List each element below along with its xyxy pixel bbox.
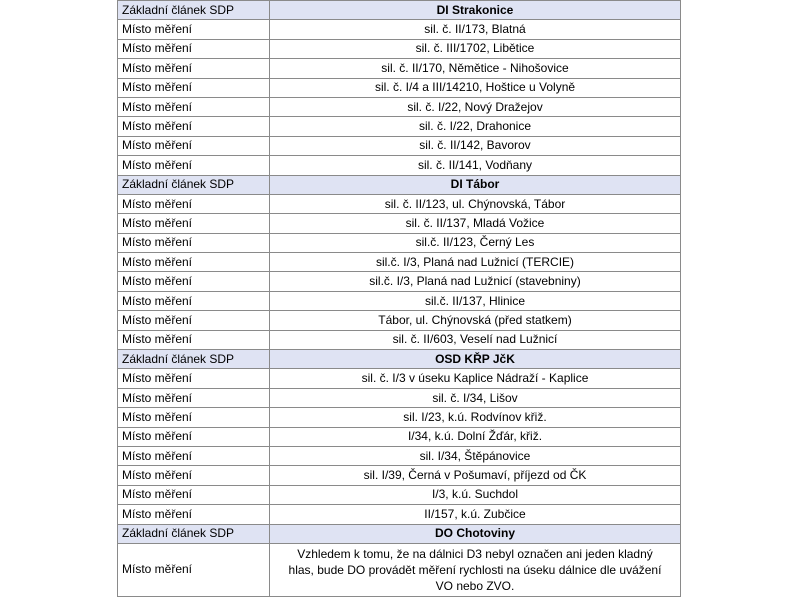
row-label: Místo měření bbox=[118, 388, 270, 407]
row-label: Místo měření bbox=[118, 78, 270, 97]
row-label: Místo měření bbox=[118, 97, 270, 116]
row-label: Místo měření bbox=[118, 466, 270, 485]
row-label: Místo měření bbox=[118, 543, 270, 596]
row-value: sil.č. II/123, Černý Les bbox=[270, 233, 681, 252]
table-row bbox=[118, 59, 681, 78]
table-row bbox=[118, 330, 681, 349]
table-row bbox=[118, 369, 681, 388]
table-row bbox=[118, 136, 681, 155]
section-header-row bbox=[118, 175, 681, 194]
section-header-row bbox=[118, 350, 681, 369]
table-row bbox=[118, 97, 681, 116]
table-row bbox=[118, 272, 681, 291]
table-row bbox=[118, 233, 681, 252]
table-body bbox=[118, 1, 681, 597]
table-row bbox=[118, 466, 681, 485]
table-row bbox=[118, 117, 681, 136]
row-label: Místo měření bbox=[118, 136, 270, 155]
row-label: Místo měření bbox=[118, 59, 270, 78]
row-label: Místo měření bbox=[118, 427, 270, 446]
section-header-title: DI Tábor bbox=[270, 175, 681, 194]
row-value: sil. č. II/141, Vodňany bbox=[270, 156, 681, 175]
row-value: sil. č. II/137, Mladá Vožice bbox=[270, 214, 681, 233]
section-header-row bbox=[118, 1, 681, 20]
row-label: Místo měření bbox=[118, 369, 270, 388]
row-label: Místo měření bbox=[118, 505, 270, 524]
row-value: sil.č. I/3, Planá nad Lužnicí (TERCIE) bbox=[270, 253, 681, 272]
row-value: sil. I/34, Štěpánovice bbox=[270, 446, 681, 465]
table-row bbox=[118, 427, 681, 446]
table-row bbox=[118, 446, 681, 465]
measurement-locations-table bbox=[117, 0, 681, 597]
row-value: sil. č. I/3 v úseku Kaplice Nádraží - Kaplice bbox=[270, 369, 681, 388]
section-header-row bbox=[118, 524, 681, 543]
row-value: sil. č. II/170, Němětice - Nihošovice bbox=[270, 59, 681, 78]
row-value: sil.č. I/3, Planá nad Lužnicí (stavebniny) bbox=[270, 272, 681, 291]
section-header-title: DI Strakonice bbox=[270, 1, 681, 20]
row-value: sil. č. II/142, Bavorov bbox=[270, 136, 681, 155]
row-value: sil.č. II/137, Hlinice bbox=[270, 291, 681, 310]
row-label: Místo měření bbox=[118, 330, 270, 349]
table-row bbox=[118, 485, 681, 504]
row-label: Místo měření bbox=[118, 408, 270, 427]
table-row bbox=[118, 311, 681, 330]
row-value: II/157, k.ú. Zubčice bbox=[270, 505, 681, 524]
table-row bbox=[118, 253, 681, 272]
table-row bbox=[118, 388, 681, 407]
row-value: I/3, k.ú. Suchdol bbox=[270, 485, 681, 504]
table-row bbox=[118, 505, 681, 524]
row-value: sil. č. I/22, Nový Dražejov bbox=[270, 97, 681, 116]
row-value: sil. č. II/173, Blatná bbox=[270, 20, 681, 39]
row-value: sil. č. I/22, Drahonice bbox=[270, 117, 681, 136]
row-label: Místo měření bbox=[118, 20, 270, 39]
row-label: Místo měření bbox=[118, 485, 270, 504]
table-row bbox=[118, 78, 681, 97]
row-value: sil. č. I/34, Lišov bbox=[270, 388, 681, 407]
section-header-title: DO Chotoviny bbox=[270, 524, 681, 543]
table-row bbox=[118, 20, 681, 39]
section-header-label: Základní článek SDP bbox=[118, 350, 270, 369]
table-row bbox=[118, 408, 681, 427]
row-label: Místo měření bbox=[118, 233, 270, 252]
row-value: sil. I/39, Černá v Pošumaví, příjezd od ČK bbox=[270, 466, 681, 485]
row-value: Tábor, ul. Chýnovská (před statkem) bbox=[270, 311, 681, 330]
row-label: Místo měření bbox=[118, 194, 270, 213]
row-label: Místo měření bbox=[118, 253, 270, 272]
row-value: sil. č. I/4 a III/14210, Hoštice u Volyně bbox=[270, 78, 681, 97]
row-label: Místo měření bbox=[118, 39, 270, 58]
row-label: Místo měření bbox=[118, 214, 270, 233]
section-header-label: Základní článek SDP bbox=[118, 524, 270, 543]
row-label: Místo měření bbox=[118, 272, 270, 291]
row-value: sil. I/23, k.ú. Rodvínov křiž. bbox=[270, 408, 681, 427]
table-row bbox=[118, 39, 681, 58]
row-label: Místo měření bbox=[118, 311, 270, 330]
row-value: sil. č. III/1702, Libětice bbox=[270, 39, 681, 58]
section-header-label: Základní článek SDP bbox=[118, 1, 270, 20]
row-value: sil. č. II/123, ul. Chýnovská, Tábor bbox=[270, 194, 681, 213]
table-row bbox=[118, 291, 681, 310]
row-label: Místo měření bbox=[118, 291, 270, 310]
row-label: Místo měření bbox=[118, 117, 270, 136]
row-value: sil. č. II/603, Veselí nad Lužnicí bbox=[270, 330, 681, 349]
row-label: Místo měření bbox=[118, 446, 270, 465]
section-header-label: Základní článek SDP bbox=[118, 175, 270, 194]
table-row bbox=[118, 194, 681, 213]
table-row bbox=[118, 543, 681, 596]
row-value: Vzhledem k tomu, že na dálnici D3 nebyl označen ani jeden kladný hlas, bude DO provádět měření rychlosti na úseku dálnice dle uvážení VO nebo ZVO. bbox=[270, 543, 681, 596]
table-row bbox=[118, 214, 681, 233]
row-value: I/34, k.ú. Dolní Žďár, křiž. bbox=[270, 427, 681, 446]
section-header-title: OSD KŘP JčK bbox=[270, 350, 681, 369]
row-label: Místo měření bbox=[118, 156, 270, 175]
table-row bbox=[118, 156, 681, 175]
